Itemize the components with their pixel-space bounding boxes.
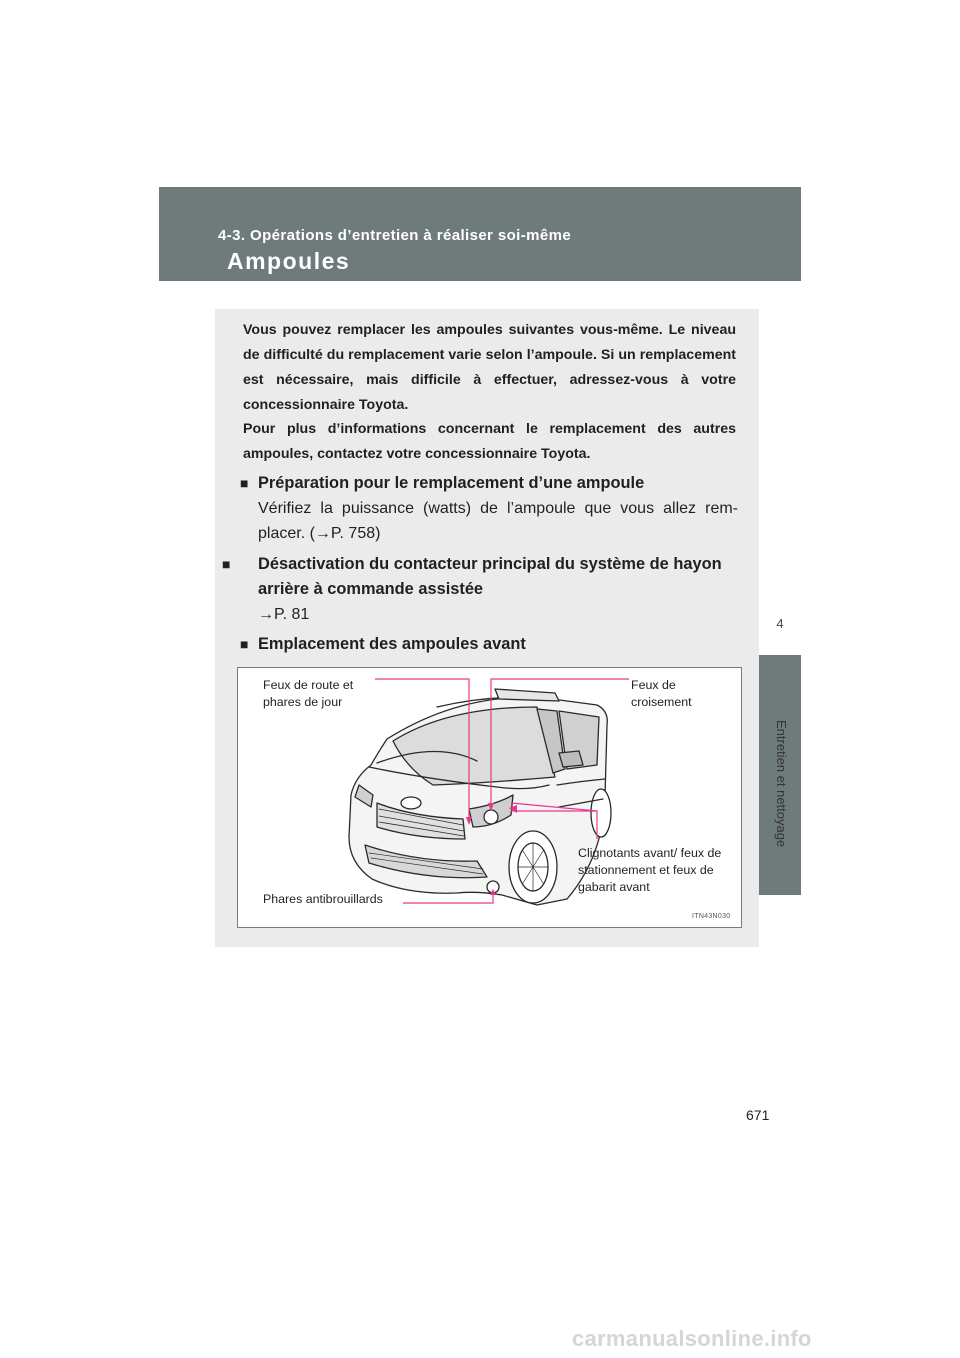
intro-paragraph-secondary: Pour plus d’informations concernant le remplacement des autres ampoules, contactez votre concessionnaire Toyota. — [243, 421, 736, 462]
page-reference-link[interactable]: →P. 81 — [258, 606, 310, 623]
section-heading-text: Préparation pour le remplacement d’une ampoule — [258, 474, 645, 492]
square-bullet-icon: ■ — [240, 636, 249, 652]
chapter-header — [159, 187, 801, 281]
section-body-preparation: Vérifiez la puissance (watts) de l’ampoule que vous allez rem-placer. (→P. 758) — [258, 500, 738, 542]
callout-turn-signals: Clignotants avant/ feux de stationnement et feux de gabarit avant — [578, 846, 722, 894]
watermark: carmanualsonline.info — [572, 1326, 812, 1351]
square-bullet-icon: ■ — [240, 475, 249, 491]
figure-code: ITN43N030 — [692, 913, 731, 920]
section-label: 4-3. Opérations d’entretien à réaliser soi-même — [218, 227, 572, 244]
chapter-title: Entretien et nettoyage — [774, 720, 789, 848]
chapter-number: 4 — [776, 616, 784, 631]
section-heading-bulb-locations — [240, 632, 740, 657]
section-heading-liftgate — [222, 552, 758, 602]
callout-fog-lights: Phares antibrouillards — [263, 892, 383, 906]
section-heading-preparation — [240, 471, 740, 496]
callout-low-beam: Feux de croisement — [631, 678, 692, 709]
square-bullet-icon: ■ — [222, 556, 231, 572]
page-title: Ampoules — [227, 248, 351, 274]
section-heading-text: Emplacement des ampoules avant — [258, 635, 526, 653]
callout-high-beam: Feux de route et phares de jour — [263, 678, 354, 709]
intro-paragraph: Vous pouvez remplacer les ampoules suivantes vous-même. Le niveau de difficulté du remplacement varie selon l’ampoule. Si un remplacement est nécessaire, mais difficile à effectuer, adressez-vous à votre concessionnaire Toyota. — [243, 322, 736, 413]
page-number: 671 — [746, 1107, 770, 1123]
section-heading-text: Désactivation du contacteur principal du système de hayon arrière à commande assistée — [258, 555, 722, 598]
